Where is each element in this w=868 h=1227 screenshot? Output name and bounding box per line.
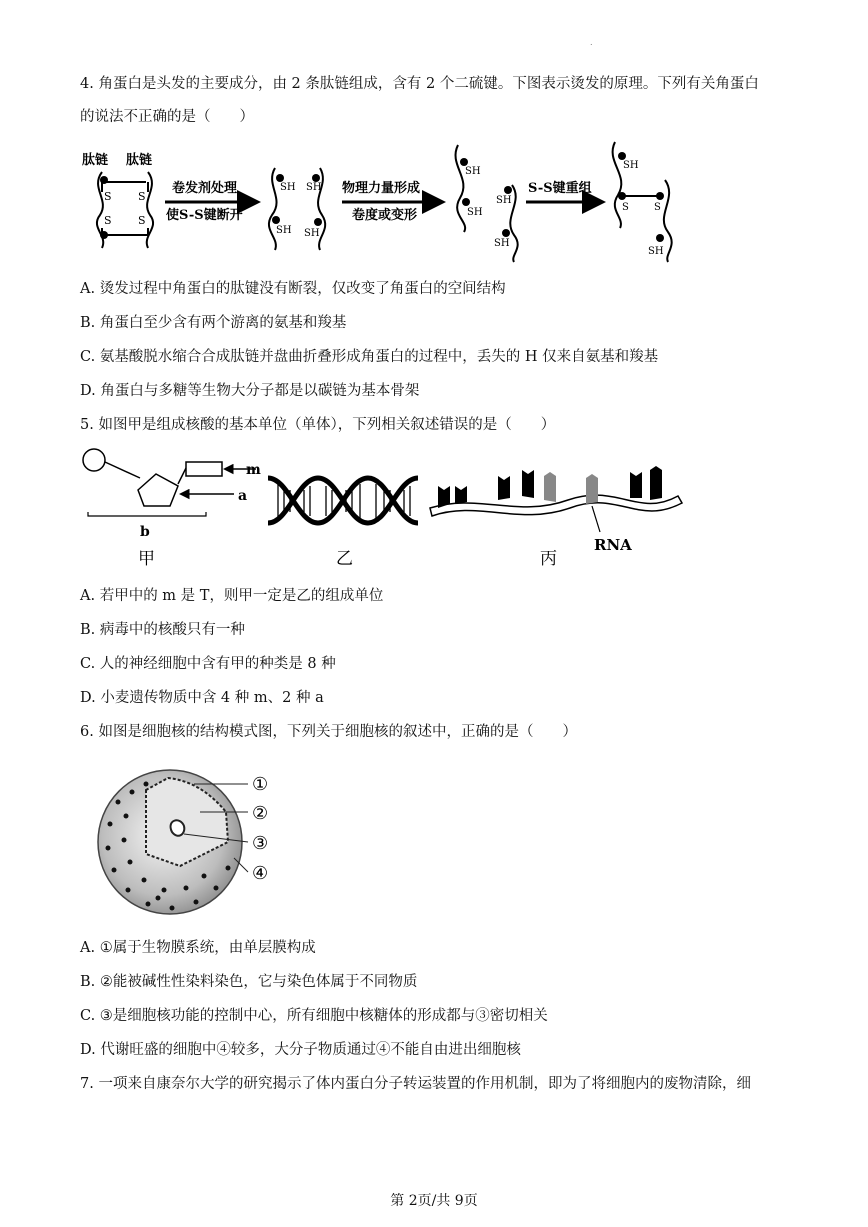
pentose-pentagon (138, 474, 178, 506)
arrow1-top-label: 卷发剂处理 (172, 181, 238, 196)
q4-option-b: B. 角蛋白至少含有两个游离的氨基和羧基 (80, 315, 347, 331)
label-circle-4: ④ (252, 863, 269, 884)
q6-nucleus-diagram (88, 762, 288, 922)
label-circle-3: ③ (252, 833, 269, 854)
sh-label: SH (494, 238, 510, 249)
rna-strand (430, 466, 682, 516)
page-footer: 第 2页/共 9页 (390, 1193, 478, 1209)
label-circle-2: ② (252, 803, 269, 824)
s-label: S (104, 190, 112, 203)
chain-label-2: 肽链 (126, 153, 153, 168)
label-bing: 丙 (540, 549, 557, 569)
s-label: S (654, 202, 661, 213)
sh-label: SH (648, 246, 664, 257)
label-circle-1: ① (252, 774, 269, 795)
q4-option-c: C. 氨基酸脱水缩合合成肽链并盘曲折叠形成角蛋白的过程中，丢失的 H 仅来自氨基和羧基 (80, 349, 659, 365)
label-m: m (246, 462, 261, 478)
sh-label: SH (280, 182, 296, 193)
label-a: a (238, 488, 248, 504)
q6-option-b: B. ②能被碱性性染料染色，它与染色体属于不同物质 (80, 974, 418, 990)
sh-label: SH (467, 207, 483, 218)
arrow2-top-label: 物理力量形成 (342, 181, 421, 196)
sh-label: SH (306, 182, 322, 193)
s-label: S (138, 190, 146, 203)
dna-double-helix (268, 478, 418, 523)
arrow3-top-label: S-S键重组 (528, 181, 592, 196)
sh-label: SH (465, 166, 481, 177)
q4-option-a: A. 烫发过程中角蛋白的肽键没有断裂，仅改变了角蛋白的空间结构 (80, 281, 506, 297)
s-label: S (622, 202, 629, 213)
q5-option-a: A. 若甲中的 m 是 T，则甲一定是乙的组成单位 (80, 588, 384, 604)
q4-stem-line2: 的说法不正确的是（ ） (80, 109, 254, 125)
s-label: S (138, 214, 146, 227)
sh-label: SH (623, 160, 639, 171)
chain-label-1: 肽链 (82, 153, 109, 168)
sh-label: SH (496, 195, 512, 206)
q7-stem: 7. 一项来自康奈尔大学的研究揭示了体内蛋白分子转运装置的作用机制，即为了将细胞内的废物清除，细 (80, 1076, 751, 1092)
q6-option-c: C. ③是细胞核功能的控制中心，所有细胞中核糖体的形成都与③密切相关 (80, 1008, 548, 1024)
s-label: S (104, 214, 112, 227)
bracket-b (88, 512, 206, 516)
q4-option-d: D. 角蛋白与多糖等生物大分子都是以碳链为基本骨架 (80, 383, 420, 399)
arrow1-bottom-label: 使S-S键断开 (166, 208, 243, 223)
q4-perm-diagram (80, 140, 700, 265)
chain-1-stage2 (269, 168, 277, 250)
base-rectangle (186, 462, 222, 476)
q4-stem-line1: 4. 角蛋白是头发的主要成分，由 2 条肽链组成，含有 2 个二硫键。下图表示烫发的原理。下列有关角蛋白 (80, 76, 759, 92)
q6-option-a: A. ①属于生物膜系统，由单层膜构成 (80, 940, 316, 956)
q5-option-d: D. 小麦遗传物质中含 4 种 m、2 种 a (80, 690, 324, 706)
q5-option-b: B. 病毒中的核酸只有一种 (80, 622, 245, 638)
chain-2-stage4 (664, 180, 672, 262)
sh-label: SH (304, 228, 320, 239)
q5-option-c: C. 人的神经细胞中含有甲的种类是 8 种 (80, 656, 336, 672)
label-b: b (140, 524, 150, 540)
label-rna: RNA (594, 536, 632, 554)
q5-stem: 5. 如图甲是组成核酸的基本单位（单体），下列相关叙述错误的是（ ） (80, 417, 556, 433)
header-dot: . (590, 38, 593, 47)
label-yi: 乙 (336, 549, 353, 569)
arrow2-bottom-label: 卷度或变形 (352, 208, 418, 223)
sh-label: SH (276, 225, 292, 236)
label-jia: 甲 (138, 549, 155, 569)
phosphate-circle (83, 449, 105, 471)
q6-stem: 6. 如图是细胞核的结构模式图，下列关于细胞核的叙述中，正确的是（ ） (80, 724, 577, 740)
nucleolus (171, 820, 185, 835)
q6-option-d: D. 代谢旺盛的细胞中④较多，大分子物质通过④不能自由进出细胞核 (80, 1042, 521, 1058)
q5-nucleotide-figure (78, 448, 698, 573)
